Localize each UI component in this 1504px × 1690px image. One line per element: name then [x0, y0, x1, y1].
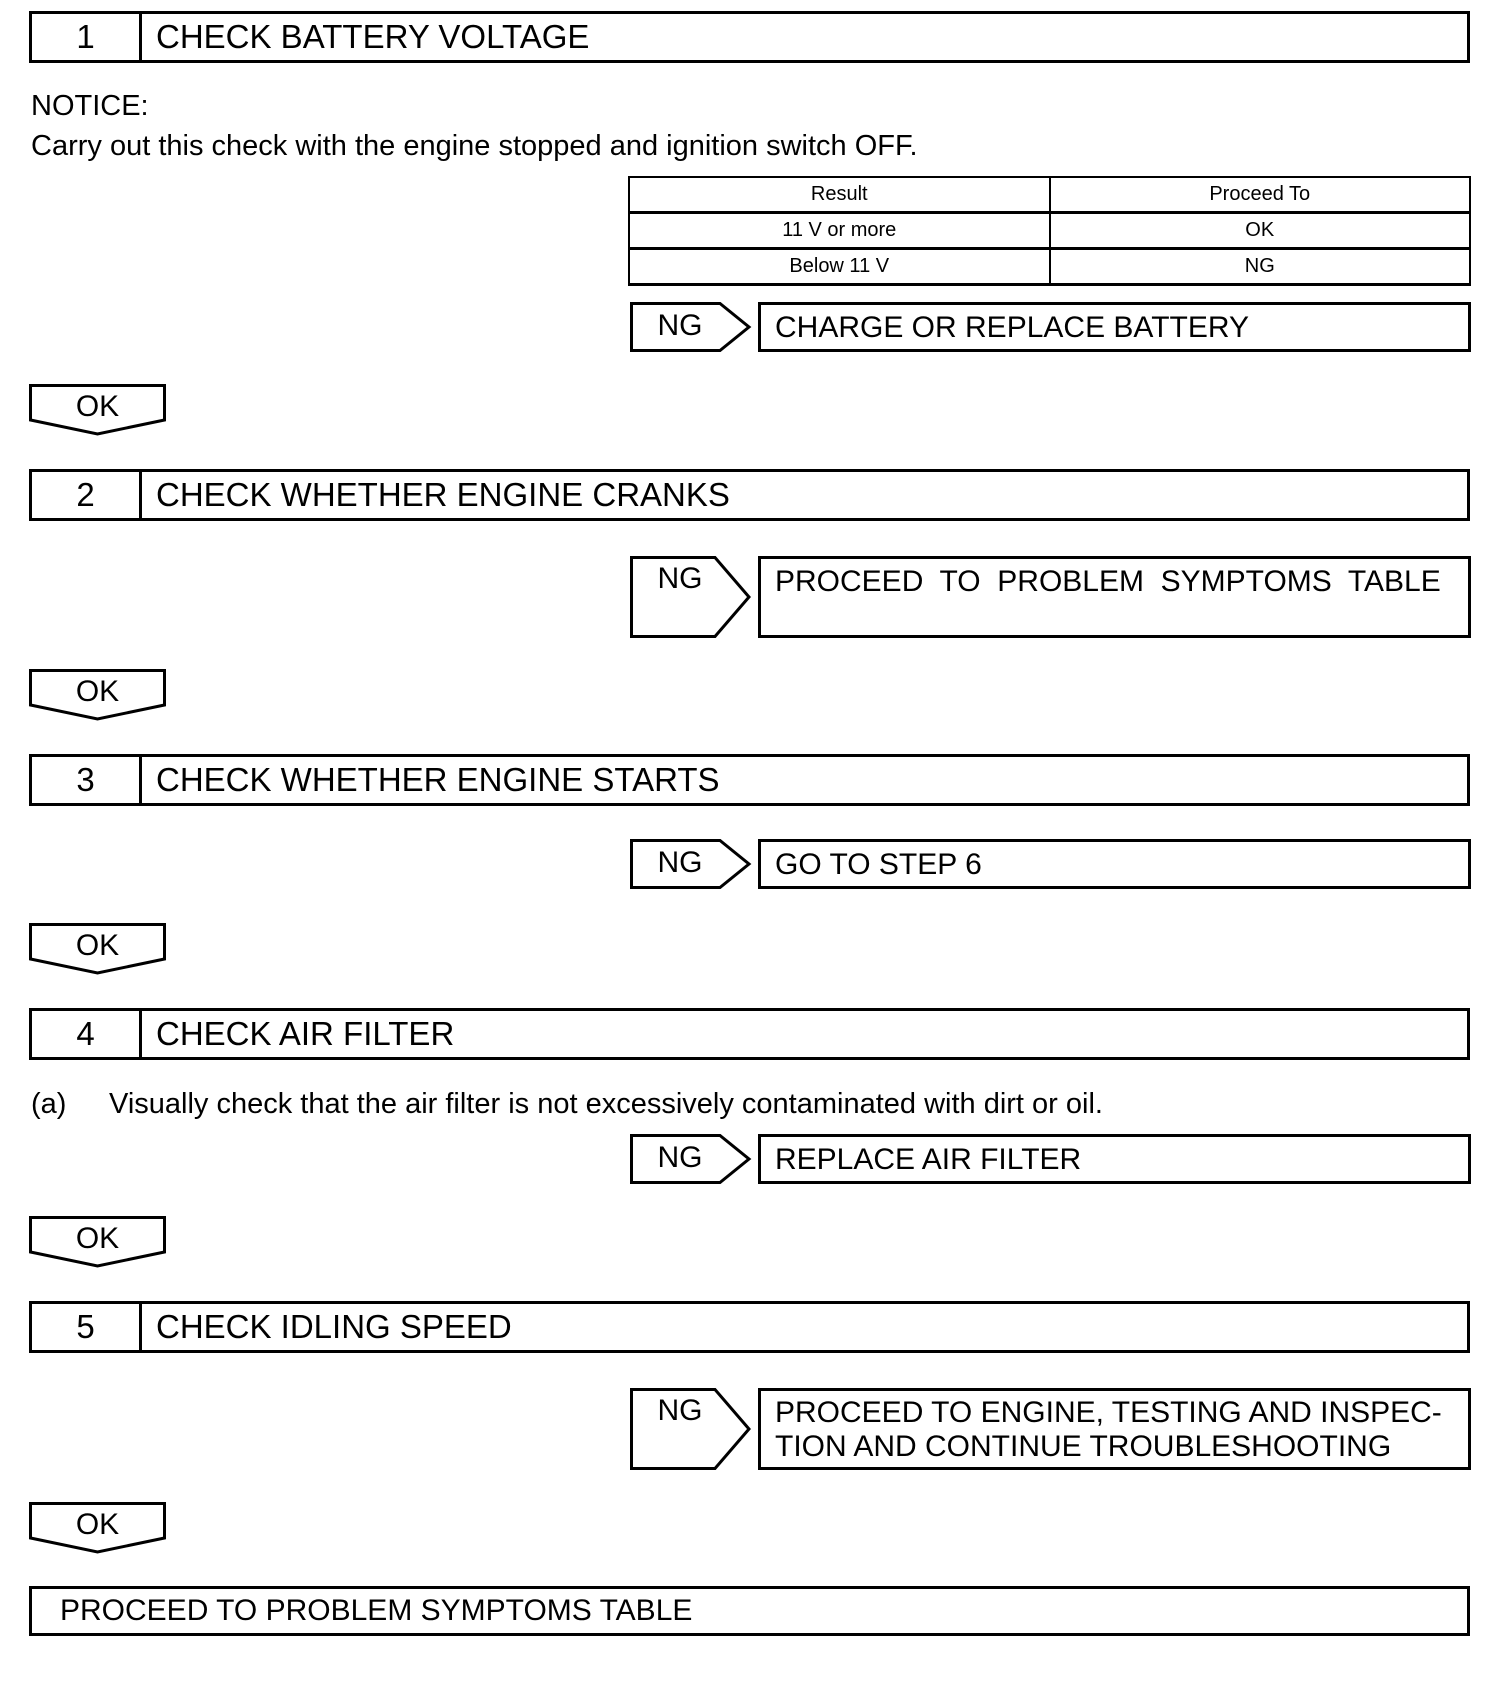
step-1-header [29, 11, 1470, 63]
step-5-header [29, 1301, 1470, 1353]
ng-label: NG [657, 309, 703, 342]
table-cell: Below 11 V [629, 249, 1050, 285]
ok-arrow [29, 1502, 166, 1554]
ok-label: OK [75, 929, 120, 962]
step-title: CHECK IDLING SPEED [156, 1308, 512, 1345]
step-title: CHECK AIR FILTER [156, 1015, 455, 1052]
table-cell: OK [1050, 213, 1471, 249]
ok-arrow [29, 923, 166, 975]
ng-action-line: PROCEED TO ENGINE, TESTING AND INSPEC- [775, 1396, 1442, 1429]
table-cell: 11 V or more [629, 213, 1050, 249]
notice-text: Carry out this check with the engine stopped and ignition switch OFF. [31, 130, 918, 162]
ng-label: NG [657, 1394, 703, 1427]
ng-action-box: CHARGE OR REPLACE BATTERY [758, 302, 1471, 352]
table-header-row [629, 177, 1470, 213]
instruction-text: Visually check that the air filter is not excessively contaminated with dirt or oil. [109, 1088, 1103, 1120]
ng-arrow [630, 839, 750, 889]
ok-arrow [29, 384, 166, 436]
step-title: CHECK WHETHER ENGINE CRANKS [156, 476, 730, 513]
step-4-header [29, 1008, 1470, 1060]
ng-arrow [630, 556, 750, 638]
table-header: Result [629, 177, 1050, 213]
ng-arrow [630, 1388, 750, 1470]
table-row [629, 213, 1470, 249]
ng-action-box: PROCEED TO PROBLEM SYMPTOMS TABLE [758, 556, 1471, 638]
ok-arrow [29, 1216, 166, 1268]
ok-label: OK [75, 675, 120, 708]
step-number: 2 [32, 472, 142, 518]
final-action-box: PROCEED TO PROBLEM SYMPTOMS TABLE [29, 1586, 1470, 1636]
instruction-marker: (a) [31, 1088, 67, 1120]
step-number: 5 [32, 1304, 142, 1350]
step-2-header [29, 469, 1470, 521]
notice-label: NOTICE: [31, 90, 149, 122]
step-number: 3 [32, 757, 142, 803]
ok-label: OK [75, 1508, 120, 1541]
ok-label: OK [75, 1222, 120, 1255]
ng-arrow [630, 1134, 750, 1184]
ng-arrow [630, 302, 750, 352]
ng-action-box: REPLACE AIR FILTER [758, 1134, 1471, 1184]
result-table [628, 176, 1471, 286]
step-title: CHECK WHETHER ENGINE STARTS [156, 761, 720, 798]
ng-label: NG [657, 562, 703, 595]
step-number: 4 [32, 1011, 142, 1057]
ok-label: OK [75, 390, 120, 423]
ng-action-box [758, 1388, 1471, 1470]
ng-action-box: GO TO STEP 6 [758, 839, 1471, 889]
step-3-header [29, 754, 1470, 806]
step-number: 1 [32, 14, 142, 60]
table-row [629, 249, 1470, 285]
ok-arrow [29, 669, 166, 721]
table-header: Proceed To [1050, 177, 1471, 213]
table-cell: NG [1050, 249, 1471, 285]
ng-label: NG [657, 1141, 703, 1174]
ng-label: NG [657, 846, 703, 879]
ng-action-line: TION AND CONTINUE TROUBLESHOOTING [775, 1430, 1392, 1463]
step-title: CHECK BATTERY VOLTAGE [156, 18, 590, 55]
